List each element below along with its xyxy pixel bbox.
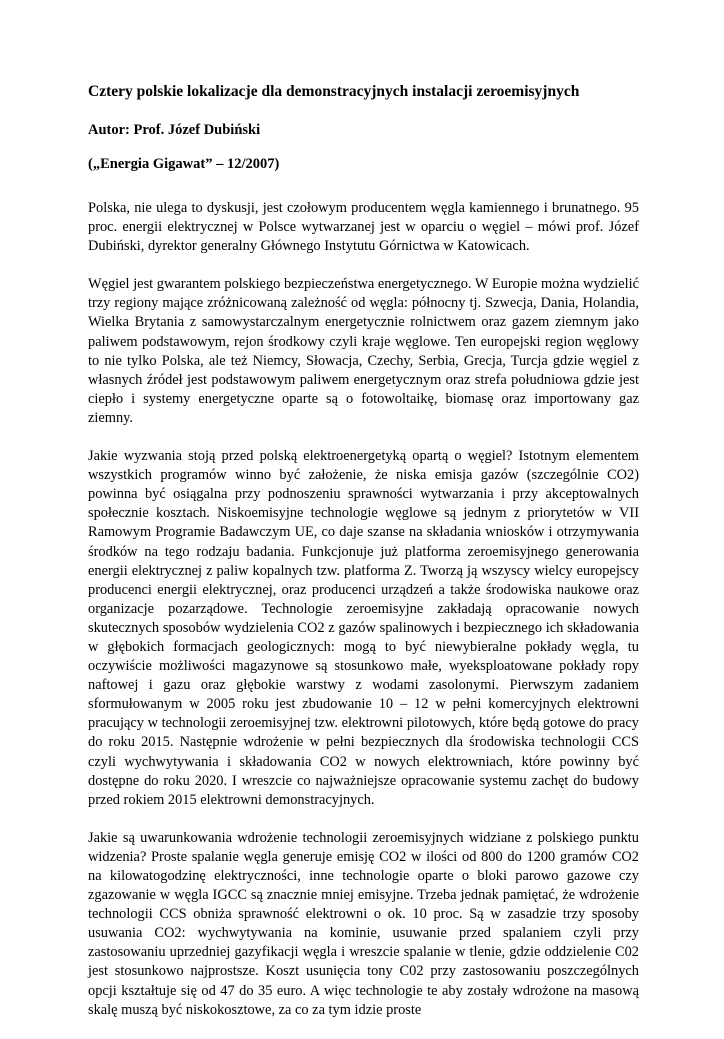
document-title: Cztery polskie lokalizacje dla demonstracyjnych instalacji zeroemisyjnych	[88, 83, 580, 100]
author-line: Autor: Prof. Józef Dubiński	[88, 122, 261, 138]
paragraph: Jakie wyzwania stoją przed polską elektroenergetyką opartą o węgiel? Istotnym elementem wszystkich programów winno być założenie, że niska emisja gazów (szczególnie CO2) powinna być osiągalna przy podnoszeniu sprawności wytwarzania i przy akceptowalnych społecznie kosztach. Niskoemisyjne technologie węglowe są jednym z priorytetów w VII Ramowym Programie Badawczym UE, co daje szanse na składania wniosków i otrzymywania środków na tego rodzaju badania. Funkcjonuje już platforma zeroemisyjnego generowania energii elektrycznej z paliw kopalnych tzw. platforma Z. Tworzą ją wszyscy wielcy europejscy producenci energii elektrycznej, oraz producenci urządzeń a także środowiska naukowe oraz organizacje pozarządowe. Technologie zeroemisyjne zakładają opracowanie nowych skutecznych sposobów wydzielenia CO2 z gazów spalinowych i bezpiecznego ich składowania w głębokich formacjach geologicznych: mogą to być niewybieralne pokłady węgla, tu oczywiście możliwości magazynowe są stosunkowo małe, wyeksploatowane pokłady ropy naftowej i gazu oraz głębokie warstwy z wodami zasolonymi. Pierwszym zadaniem sformułowanym w 2005 roku jest zbudowanie 10 – 12 w pełni komercyjnych elektrowni pracujący w technologii zeroemisyjnej tzw. elektrowni pilotowych, które będą gotowe do pracy do roku 2015. Następnie wdrożenie w pełni bezpiecznych dla środowiska technologii CCS czyli wychwytywania i składowania CO2 w nowych elektrowniach, które powinny być dostępne do roku 2020. I wreszcie co najważniejsze opracowanie systemu zachęt do budowy przed rokiem 2015 elektrowni demonstracyjnych.	[88, 448, 639, 808]
paragraph: Węgiel jest gwarantem polskiego bezpieczeństwa energetycznego. W Europie można wydzielić trzy regiony mające zróżnicowaną zależność od węgla: północny tj. Szwecja, Dania, Holandia, Wielka Brytania z samowystarczalnym energetycznie rolnictwem oraz gazem ziemnym jako paliwem podstawowym, rejon środkowy czyli kraje węglowe. Ten europejski region węglowy to nie tylko Polska, ale też Niemcy, Słowacja, Czechy, Serbia, Grecja, Turcja gdzie węgiel z własnych źródeł jest podstawowym paliwem energetycznym oraz strefa południowa gdzie jest ciepło i systemy energetyczne oparte są o fotowoltaikę, biomasę oraz importowany gaz ziemny.	[88, 276, 639, 426]
document-page	[88, 82, 639, 1039]
source-line: („Energia Gigawat” – 12/2007)	[88, 156, 280, 172]
paragraph: Jakie są uwarunkowania wdrożenie technologii zeroemisyjnych widziane z polskiego punktu widzenia? Proste spalanie węgla generuje emisję CO2 w ilości od 800 do 1200 gramów CO2 na kilowatogodzinę elektryczności, inne technologie oparte o bloki parowo gazowe czy zgazowanie w węgla IGCC są znacznie mniej emisyjne. Trzeba jednak pamiętać, że wdrożenie technologii CCS obniża sprawność elektrowni o ok. 10 proc. Są w zasadzie trzy sposoby usuwania CO2: wychwytywania na kominie, usuwanie przed spalaniem czyli przy zastosowaniu uprzedniej gazyfikacji węgla i wreszcie spalanie w tlenie, gdzie oddzielenie C02 jest stosunkowo najprostsze. Koszt usunięcia tony C02 przy zastosowaniu poszczególnych opcji kształtuje się od 47 do 35 euro. A więc technologie te aby zostały wdrożone na masową skalę muszą być niskokosztowe, za co za tym idzie proste	[88, 829, 639, 1018]
paragraph: Polska, nie ulega to dyskusji, jest czołowym producentem węgla kamiennego i brunatnego. 95 proc. energii elektrycznej w Polsce wytwarzanej jest w oparciu o węgiel – mówi prof. Józef Dubiński, dyrektor generalny Głównego Instytutu Górnictwa w Katowicach.	[88, 200, 639, 255]
